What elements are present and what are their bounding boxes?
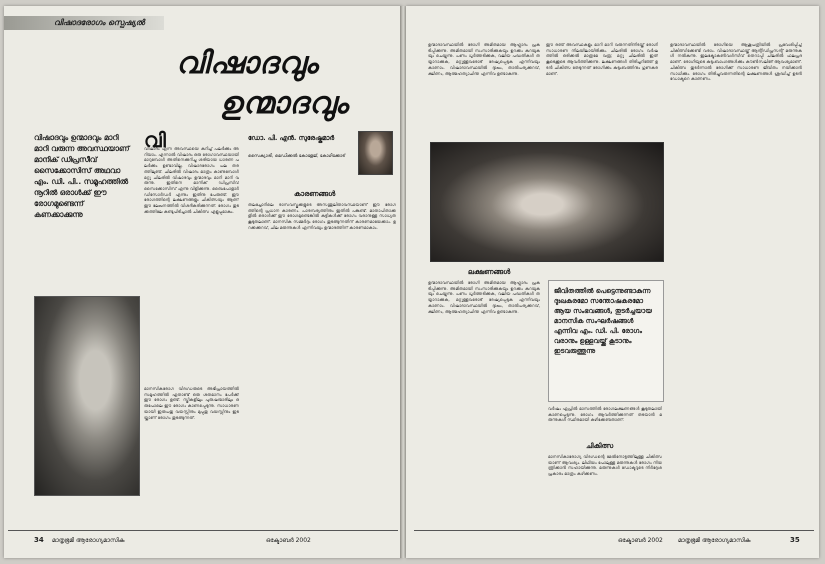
right-col1-text: ഉന്മാദാവസ്ഥയിൽ രോഗി അമിതമായ ആഹ്ലാദം പ്രകടിപ്പിക്കുന്നു. അമിതമായി സംസാരിക്കുകയും ഉറക്കം കുറയുകയും ചെയ്യുന്നു. പണം ധൂർത്തടിക്കുക, വലിയ പദ്ധതികൾ തയ്യാറാക്കുക, മറ്റുള്ളവരോട് ദേഷ്യപ്പെടുക എന്നിവയും കാണാം. വിഷാദാവസ്ഥയിൽ ദുഃഖം, താൽപര്യക്കുറവ്, ക്ഷീണം, ആത്മഹത്യാചിന്ത എന്നിവ ഉണ്ടാകുന്നു. [428,42,540,76]
author-name: ഡോ. പി. എൻ. സുരേഷ്കുമാർ [248,134,335,142]
footer-rule-right [414,530,814,531]
right-page [406,6,819,558]
col2-text: മാനസികരോഗ വിദഗ്ധരുടെ അഭിപ്രായത്തിൽ സമൂഹത്തിൽ ഏതാണ്ട് ഒരു ശതമാനം പേർക്ക് ഈ രോഗം ഉണ്ട്. സ്ത്രീകളിലും പുരുഷന്മാരിലും ഒരുപോലെ ഈ രോഗം കാണപ്പെടുന്നു. സാധാരണയായി ഇരുപതു വയസ്സിനും മുപ്പതു വയസ്സിനും ഇടയ്ക്കാണ് രോഗം തുടങ്ങുന്നത്. [144,386,239,420]
footer-publication: മാതൃഭൂമി ആരോഗ്യമാസിക [52,537,125,544]
article-photo-woman [430,142,664,262]
footer-page-number: 34 [34,536,44,544]
pull-quote-right: ജീവിതത്തിൽ പെട്ടെന്നുണ്ടാകുന്ന ദുഃഖകരമോ സന്തോഷകരമോ ആയ സംഭവങ്ങൾ, തുടർച്ചയായ മാനസിക സംഘർഷങ്ങൾ എന്നിവ എം. ഡി. പി. രോഗം വരാനും ഉള്ളവയ്ക്ക് കൂടാനും ഇടവരുത്തുന്നു [554,287,652,355]
article-photo-man [34,296,140,496]
drop-cap: വി [144,128,166,152]
footer-date-right: ഒക്ടോബർ 2002 [618,537,663,544]
footer-date: ഒക്ടോബർ 2002 [266,537,311,544]
right-col3-text: ഉന്മാദാവസ്ഥയിൽ രോഗിയെ ആശുപത്രിയിൽ പ്രവേശിപ്പിച്ച് ചികിത്സിക്കേണ്ടി വരാം. വിഷാദാവസ്ഥയ്ക്ക് ആന്റിഡിപ്രസന്റ് മരുന്നുകൾ നൽകുന്നു. ഇലക്ട്രോകൺവൾസീവ് തെറാപ്പി ചിലരിൽ ഫലപ്രദമാണ്. രോഗിയുടെ കുടുംബാംഗങ്ങൾക്കും കൗൺസലിങ് ആവശ്യമാണ്. ചികിത്സ തുടർന്നാൽ രോഗിക്ക് സാധാരണ ജീവിതം നയിക്കാൻ സാധിക്കും. രോഗം തിരിച്ചുവരുന്നതിന്റെ ലക്ഷണങ്ങൾ ശ്രദ്ധിച്ച് ഉടൻ ഡോക്ടറെ കാണണം. [670,42,802,82]
right-col1b-text: ഈ രണ്ട് അവസ്ഥകളും മാറി മാറി വരുന്നതിനിടയ്ക്ക് രോഗി സാധാരണ നിലയിലായിരിക്കും. ചിലരിൽ രോഗം വർഷത്തിൽ ഒരിക്കൽ മാത്രമേ വരൂ; മറ്റു ചിലരിൽ ഇത് കൂടെക്കൂടെ ആവർത്തിക്കുന്നു. ലക്ഷണങ്ങൾ തിരിച്ചറിഞ്ഞ് ഉടൻ ചികിത്സ തേടുന്നത് രോഗിക്കും കുടുംബത്തിനും ഗുണകരമാണ്. [546,42,658,76]
col3-text: തലച്ചോറിലെ രാസവസ്തുക്കളുടെ അസന്തുലിതാവസ്ഥയാണ് ഈ രോഗത്തിന്റെ പ്രധാന കാരണം. പാരമ്പര്യത്തിനും ഇതിൽ പങ്കുണ്ട്. മാതാപിതാക്കളിൽ ഒരാൾക്ക് ഈ രോഗമുണ്ടെങ്കിൽ കുട്ടികൾക്ക് രോഗം വരാനുള്ള സാധ്യത കൂടുതലാണ്. മാനസിക സമ്മർദ്ദം രോഗം തുടങ്ങുന്നതിന് കാരണമായേക്കാം. ഉറക്കക്കുറവ്, ചില മരുന്നുകൾ എന്നിവയും ഉന്മാദത്തിന് കാരണമാകാം. [248,202,396,230]
right-col1-lower-text: ഉന്മാദാവസ്ഥയിൽ രോഗി അമിതമായ ആഹ്ലാദം പ്രകടിപ്പിക്കുന്നു. അമിതമായി സംസാരിക്കുകയും ഉറക്കം കുറയുകയും ചെയ്യുന്നു. പണം ധൂർത്തടിക്കുക, വലിയ പദ്ധതികൾ തയ്യാറാക്കുക, മറ്റുള്ളവരോട് ദേഷ്യപ്പെടുക എന്നിവയും കാണാം. വിഷാദാവസ്ഥയിൽ ദുഃഖം, താൽപര്യക്കുറവ്, ക്ഷീണം, ആത്മഹത്യാചിന്ത എന്നിവ ഉണ്ടാകുന്നു. [428,280,540,314]
author-photo [358,131,393,175]
right-col2-lower-text: വർഷം ഏപ്രിൽ മാസത്തിൽ രോഗലക്ഷണങ്ങൾ കൂടുതലായി കാണപ്പെടുന്നു. രോഗം ആവർത്തിക്കുന്നത് തടയാൻ മരുന്നുകൾ സ്ഥിരമായി കഴിക്കേണ്ടതാണ്. [548,406,662,423]
right-col2-treatment-text: മാനസികാരോഗ്യ വിദഗ്ധന്റെ മേൽനോട്ടത്തിലുള്ള ചികിത്സയാണ് ആവശ്യം. ലിഥിയം പോലുള്ള മരുന്നുകൾ രോഗം നിയന്ത്രിക്കാൻ സഹായിക്കുന്നു. മരുന്നുകൾ ഡോക്ടറുടെ നിർദ്ദേശപ്രകാരം മാത്രം കഴിക്കണം. [548,454,662,477]
author-affiliation: സൈക്യാട്രി, മെഡിക്കൽ കോളേജ്, കോഴിക്കോട് [248,154,346,159]
footer-rule [8,530,398,531]
pull-quote-left: വിഷാദവും ഉന്മാദവും മാറി മാറി വരുന്ന അവസ്ഥയാണ് മാനിക് ഡിപ്രസീവ് സൈക്കോസിസ് അഥവാ എം. ഡി. പി.. സമൂഹത്തിൽ നൂറിൽ ഒരാൾക്ക് ഈ രോഗമുണ്ടെന്ന് കണക്കാക്കുന്നു [34,133,130,219]
intro-text: വിഷാദം എന്ന അവസ്ഥയെ കുറിച്ച് പലർക്കും അറിയാം. എന്നാൽ വിഷാദം ഒരു രോഗാവസ്ഥയായി മാറുമ്പോൾ അതിനെക്കുറിച്ചു ശരിയായ ധാരണ പലർക്കും ഉണ്ടാവില്ല. വിഷാദരോഗം പല തരത്തിലുണ്ട്. ചിലരിൽ വിഷാദം മാത്രം കാണുമ്പോൾ മറ്റു ചിലരിൽ വിഷാദവും ഉന്മാദവും മാറി മാറി വരുന്നു. ഇതിനെ മാനിക് ഡിപ്രസീവ് സൈക്കോസിസ് എന്നു വിളിക്കുന്നു. ബൈപോളാർ ഡിസോർഡർ എന്നും ഇതിനു പേരുണ്ട്. ഈ രോഗത്തിന്റെ ലക്ഷണങ്ങളും ചികിത്സയും ആണ് ഈ ലേഖനത്തിൽ വിശദീകരിക്കുന്നത്. രോഗം തുടക്കത്തിലേ കണ്ടുപിടിച്ചാൽ ചികിത്സ എളുപ്പമാകും. [144,146,239,214]
footer-publication-right: മാതൃഭൂമി ആരോഗ്യമാസിക [678,537,751,544]
section-heading-symptoms: ലക്ഷണങ്ങൾ [468,268,511,276]
section-header-text: വിഷാദരോഗം സ്പെഷ്യൽ [54,18,145,27]
footer-page-number-right: 35 [790,536,800,544]
section-heading-treatment: ചികിത്സ [586,442,614,450]
left-page [4,6,402,558]
section-heading-causes: കാരണങ്ങൾ [294,190,336,198]
article-title-line2: ഉന്മാദവും [220,86,349,121]
article-title-line1: വിഷാദവും [176,46,319,81]
